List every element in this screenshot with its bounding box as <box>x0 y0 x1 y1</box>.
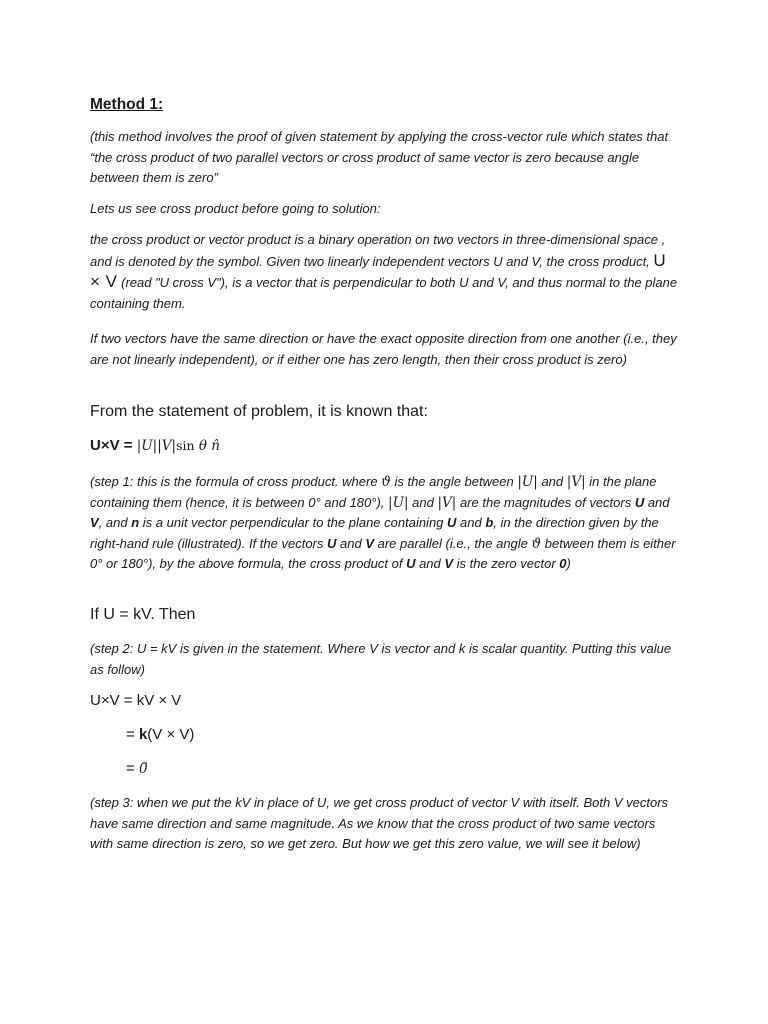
equation-line-3: = 0̃ <box>126 760 148 777</box>
zero-note-paragraph: If two vectors have the same direction or have the exact opposite direction from one another (i.e., they are not linearly independent), or if either one has zero length, then their cross product is zero) <box>90 331 677 367</box>
equation-line-2: = k(V × V) <box>126 726 195 743</box>
formula-lhs: U×V = <box>90 437 137 454</box>
definition-text-1: the cross product or vector product is a binary operation on two vectors in three-dimensional space , and is denoted by the symbol. Given two linearly independent vectors U and V, the cross product, <box>90 232 666 269</box>
cross-symbol: U × V <box>90 250 667 291</box>
definition-paragraph <box>90 230 680 314</box>
equation-line-1: U×V = kV × V <box>90 692 182 709</box>
step1-paragraph: (step 1: this is the formula of cross product. where ϑ is the angle between |U| and |V| in the plane containing them (hence, it is between 0° and 180°), |U| and |V| are the magnitudes of vectors U and V, and n is a unit vector perpendicular to the plane containing U and b, in the direction given by the right-hand rule (illustrated). If the vectors U and V are parallel (i.e., the angle ϑ between them is either 0° or 180°), by the above formula, the cross product of U and V is the zero vector 0) <box>90 474 676 571</box>
cross-product-formula <box>90 437 680 454</box>
intro-paragraph: (this method involves the proof of given statement by applying the cross-vector rule which states that “the cross product of two parallel vectors or cross product of same vector is zero because angle between them is zero” <box>90 129 669 185</box>
if-line: If U = kV. Then <box>90 606 196 623</box>
step2-paragraph: (step 2: U = kV is given in the statement. Where V is vector and k is scalar quantity. Putting this value as follow) <box>90 641 672 677</box>
method-heading: Method 1: <box>90 96 164 113</box>
step3-paragraph: (step 3: when we put the kV in place of U, we get cross product of vector V with itself. Both V vectors have same direction and same magnitude. As we know that the cross product of two same vectors with same direction is zero, so we get zero. But how we get this zero value, we will see it below) <box>90 795 669 851</box>
lets-see-line: Lets us see cross product before going to solution: <box>90 201 381 216</box>
statement-heading: From the statement of problem, it is known that: <box>90 403 428 420</box>
definition-text-2: (read "U cross V"), is a vector that is perpendicular to both U and V, and thus normal to the plane containing them. <box>90 275 678 311</box>
formula-rhs: |U||V|sin θ n̂ <box>136 438 220 454</box>
